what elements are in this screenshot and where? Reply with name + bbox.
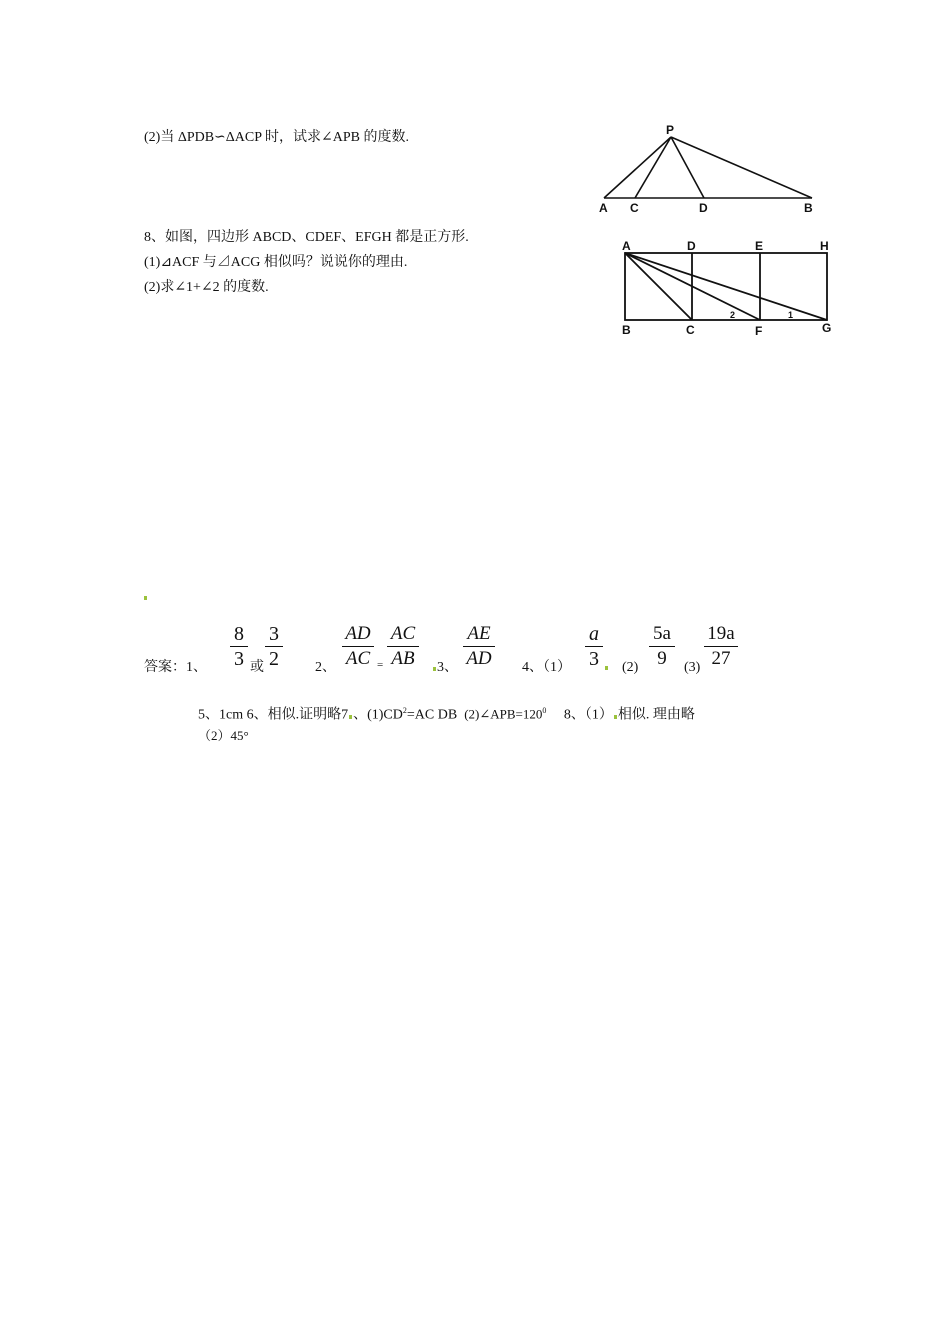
label-B: B — [804, 201, 813, 215]
a4-p1-den: 3 — [589, 648, 599, 670]
a8-text: 8、（1） — [563, 707, 613, 723]
a4-p3-num: 19a — [707, 623, 735, 644]
a3-num: AE — [467, 623, 491, 644]
answers-line-2 — [198, 702, 695, 725]
label-H2: H — [820, 239, 829, 253]
label-D2: D — [687, 239, 696, 253]
a2-f2-den: AB — [391, 648, 415, 669]
a4-prefix-text: 4、（1） — [522, 660, 571, 675]
a1-f1-den: 3 — [234, 648, 244, 670]
a1-f1-num: 8 — [234, 623, 244, 645]
a8-rest: 相似. 理由略 — [617, 707, 695, 723]
a4-marker-dot — [605, 666, 608, 670]
a2-prefix — [315, 659, 336, 677]
a4-p2-num: 5a — [653, 623, 671, 644]
label-C2: C — [686, 323, 695, 337]
a1-f2-den: 2 — [269, 648, 279, 670]
q8-part2-text: (2)求∠1+∠2 的度数. — [144, 280, 269, 295]
squares-figure — [616, 236, 838, 340]
a8-part2-text: （2）45° — [198, 728, 249, 743]
a4-part2-label-text: (2) — [622, 660, 639, 675]
answers-label-text: 答案：1、 — [144, 660, 207, 675]
q8-title — [144, 229, 469, 247]
a4-part3-label-text: (3) — [684, 660, 701, 675]
a3-fraction — [462, 622, 496, 671]
a4-part2-label — [622, 659, 638, 677]
label-F2: F — [755, 324, 763, 338]
q7-part2-text: (2)当 ΔPDB∽ΔACP 时，试求∠APB 的度数. — [144, 130, 409, 145]
a2-fraction-1 — [341, 622, 375, 671]
a2-f1-num: AD — [345, 623, 371, 644]
label-A: A — [599, 201, 608, 215]
a4-fraction-1 — [584, 622, 604, 671]
a7-marker-dot — [349, 715, 352, 719]
a2-equals-text: = — [377, 659, 384, 671]
a2-fraction-2 — [386, 622, 420, 671]
label-A2: A — [622, 239, 631, 253]
a4-p1-num: a — [589, 623, 599, 645]
label-P: P — [666, 123, 675, 137]
a7-superscript: 2 — [402, 706, 407, 715]
a4-p2-den: 9 — [657, 648, 667, 669]
a1-fraction-2 — [264, 622, 284, 671]
a1-or-text: 或 — [250, 660, 264, 675]
a3-prefix — [432, 659, 458, 677]
a7-tail: =AC DB — [406, 707, 458, 723]
a5-text: 5、1cm — [198, 707, 244, 723]
a4-fraction-3 — [703, 622, 739, 671]
answers-line-3 — [198, 727, 249, 745]
q7-part2 — [144, 129, 409, 147]
a2-f2-num: AC — [390, 623, 416, 644]
q8-part2 — [144, 279, 269, 297]
angle-2-label: 2 — [730, 310, 736, 320]
q8-title-text: 8、如图，四边形 ABCD、CDEF、EFGH 都是正方形. — [144, 230, 469, 245]
angle-1-label: 1 — [788, 310, 794, 320]
a1-or — [250, 659, 264, 677]
label-C: C — [630, 201, 639, 215]
a8-marker-dot — [614, 715, 617, 719]
label-E2: E — [755, 239, 764, 253]
a7-part2-superscript: 0 — [542, 706, 547, 715]
a1-f2-num: 3 — [269, 623, 279, 645]
triangle-figure — [594, 121, 824, 216]
a3-prefix-text: 3、 — [437, 660, 458, 675]
label-G2: G — [822, 321, 832, 335]
a7-text: 、(1)CD — [353, 707, 403, 723]
a2-prefix-text: 2、 — [315, 660, 336, 675]
label-D: D — [699, 201, 708, 215]
marker-dot — [144, 596, 147, 600]
a4-p3-den: 27 — [711, 648, 731, 669]
a2-f1-den: AC — [345, 648, 371, 669]
a1-fraction-1 — [229, 622, 249, 671]
q8-part1 — [144, 254, 407, 272]
a4-prefix — [522, 659, 571, 677]
a6-text: 6、相似.证明略 — [246, 707, 342, 723]
a2-equals — [377, 659, 383, 671]
label-B2: B — [622, 323, 631, 337]
a4-part3-label — [684, 659, 700, 677]
a7-part2: (2)∠APB=120 — [464, 706, 543, 722]
answers-label — [144, 659, 207, 677]
q8-part1-text: (1)⊿ACF 与⊿ACG 相似吗？说说你的理由. — [144, 255, 408, 270]
a4-fraction-2 — [648, 622, 676, 671]
a3-den: AD — [466, 648, 492, 669]
a3-marker-dot — [433, 667, 436, 671]
a7-prefix: 7 — [341, 707, 349, 723]
